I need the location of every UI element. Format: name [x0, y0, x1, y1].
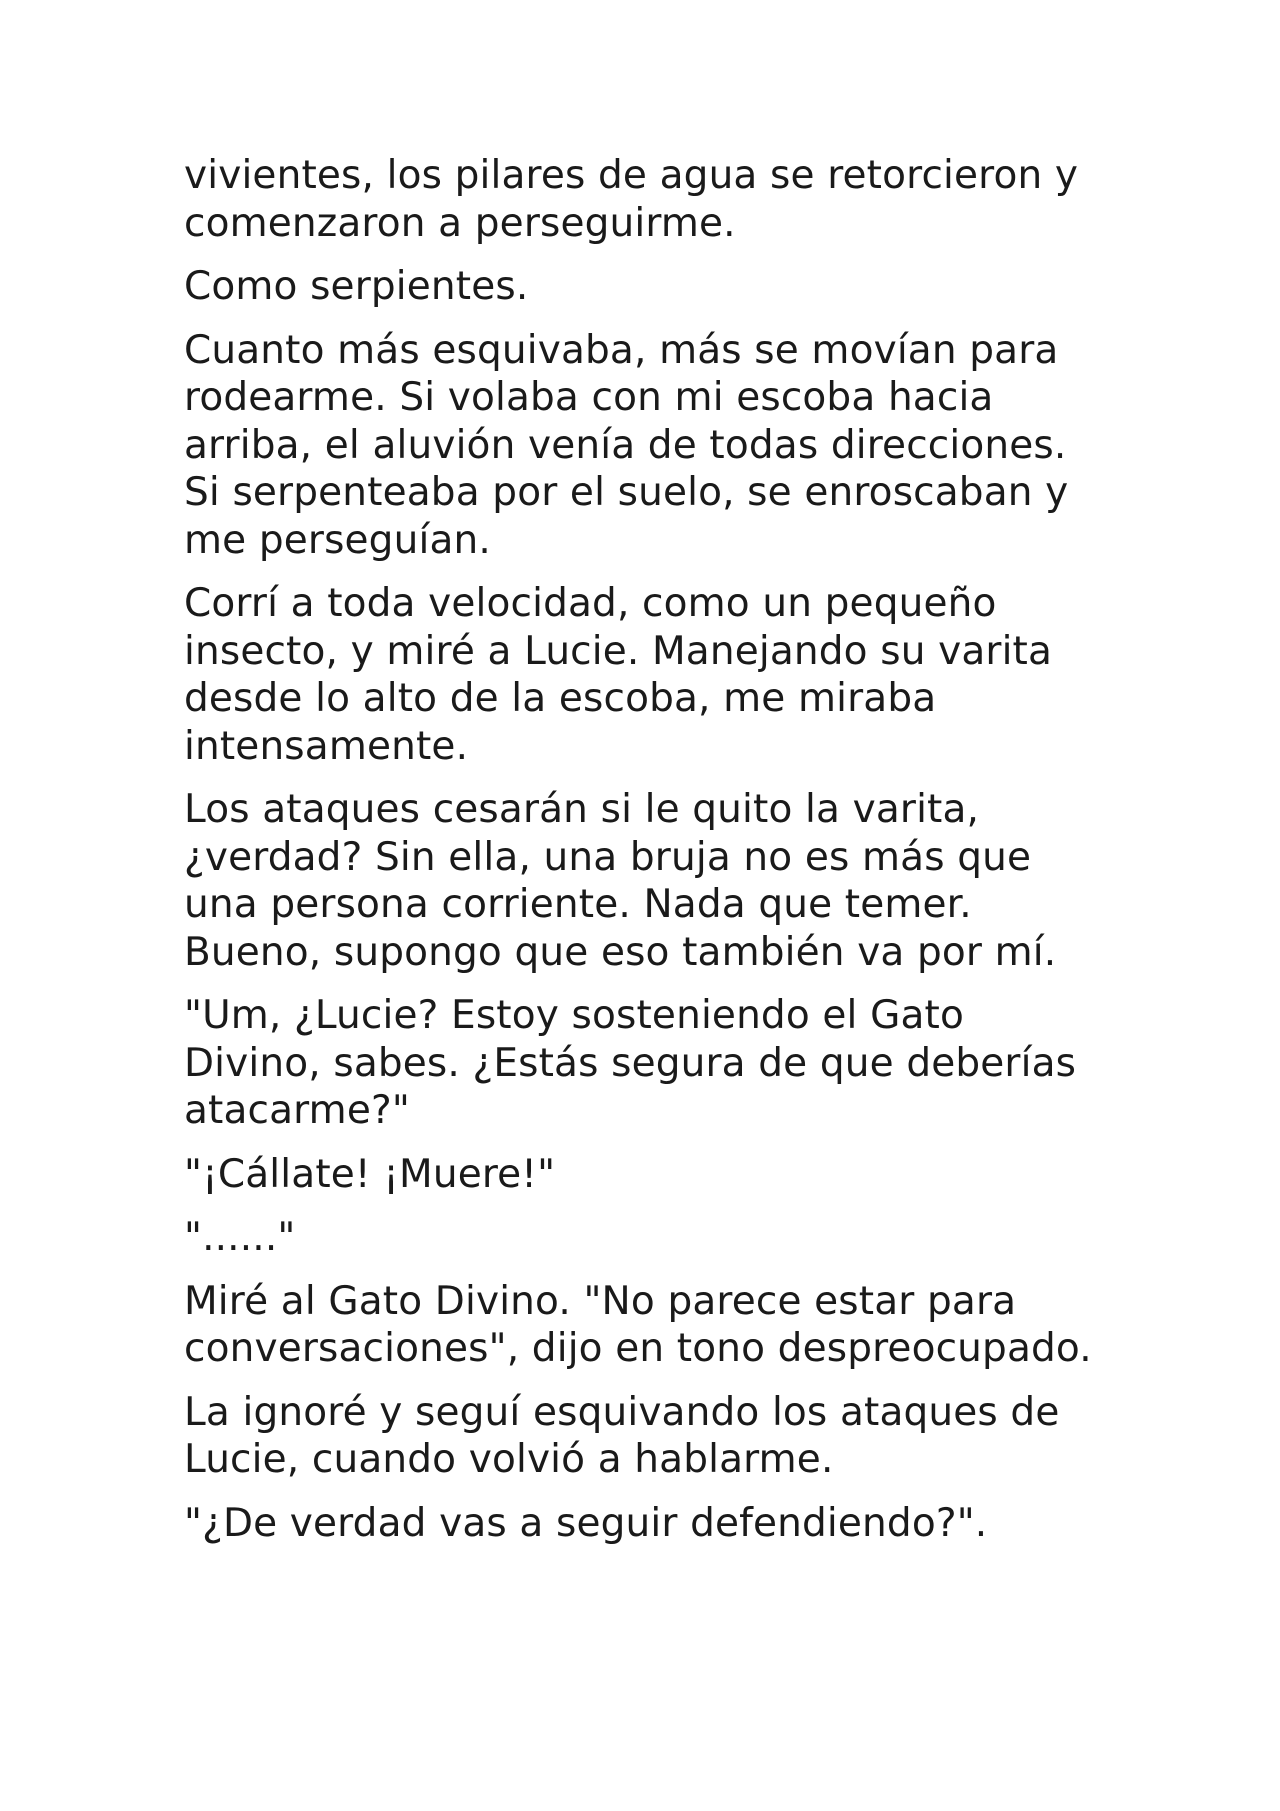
text-line: me perseguían. [184, 517, 491, 563]
text-line: vivientes, los pilares de agua se retorcieron y [184, 153, 1079, 198]
paragraph [184, 1278, 1114, 1373]
text-line: Cuanto más esquivaba, más se movían para [184, 327, 1059, 373]
text-line: atacarme?" [184, 1088, 410, 1133]
paragraph [184, 152, 1114, 247]
text-line: "......" [184, 1215, 296, 1260]
text-line: Bueno, supongo que eso también va por mí. [184, 929, 1057, 975]
paragraph [184, 1500, 1114, 1548]
paragraph [184, 786, 1114, 976]
text-line: rodearme. Si volaba con mi escoba hacia [184, 375, 994, 420]
paragraph [184, 1214, 1114, 1262]
paragraph [184, 263, 1114, 311]
body-text [184, 152, 1114, 1563]
text-line: una persona corriente. Nada que temer. [184, 882, 972, 927]
text-line: ¿verdad? Sin ella, una bruja no es más que [184, 834, 1032, 880]
text-line: desde lo alto de la escoba, me miraba [184, 676, 937, 721]
text-line: intensamente. [184, 723, 469, 769]
paragraph [184, 1389, 1114, 1484]
paragraph [184, 1151, 1114, 1199]
paragraph [184, 580, 1114, 770]
text-line: Si serpenteaba por el suelo, se enroscaban y [184, 470, 1069, 515]
text-line: "Um, ¿Lucie? Estoy sosteniendo el Gato [184, 993, 964, 1038]
text-line: Corrí a toda velocidad, como un pequeño [184, 581, 997, 626]
text-line: "¡Cállate! ¡Muere!" [184, 1151, 556, 1197]
text-line: Los ataques cesarán si le quito la varita, [184, 787, 980, 832]
paragraph [184, 992, 1114, 1135]
text-line: comenzaron a perseguirme. [184, 200, 736, 246]
text-line: Divino, sabes. ¿Estás segura de que deberías [184, 1040, 1077, 1086]
text-line: insecto, y miré a Lucie. Manejando su varita [184, 628, 1053, 674]
text-line: Miré al Gato Divino. "No parece estar para [184, 1278, 1017, 1324]
text-line: arriba, el aluvión venía de todas direcciones. [184, 422, 1067, 468]
text-line: conversaciones", dijo en tono despreocupado. [184, 1326, 1092, 1371]
text-line: La ignoré y seguí esquivando los ataques de [184, 1389, 1060, 1435]
text-line: Como serpientes. [184, 264, 529, 309]
text-line: Lucie, cuando volvió a hablarme. [184, 1437, 834, 1482]
paragraph [184, 327, 1114, 565]
text-line: "¿De verdad vas a seguir defendiendo?". [184, 1500, 988, 1546]
